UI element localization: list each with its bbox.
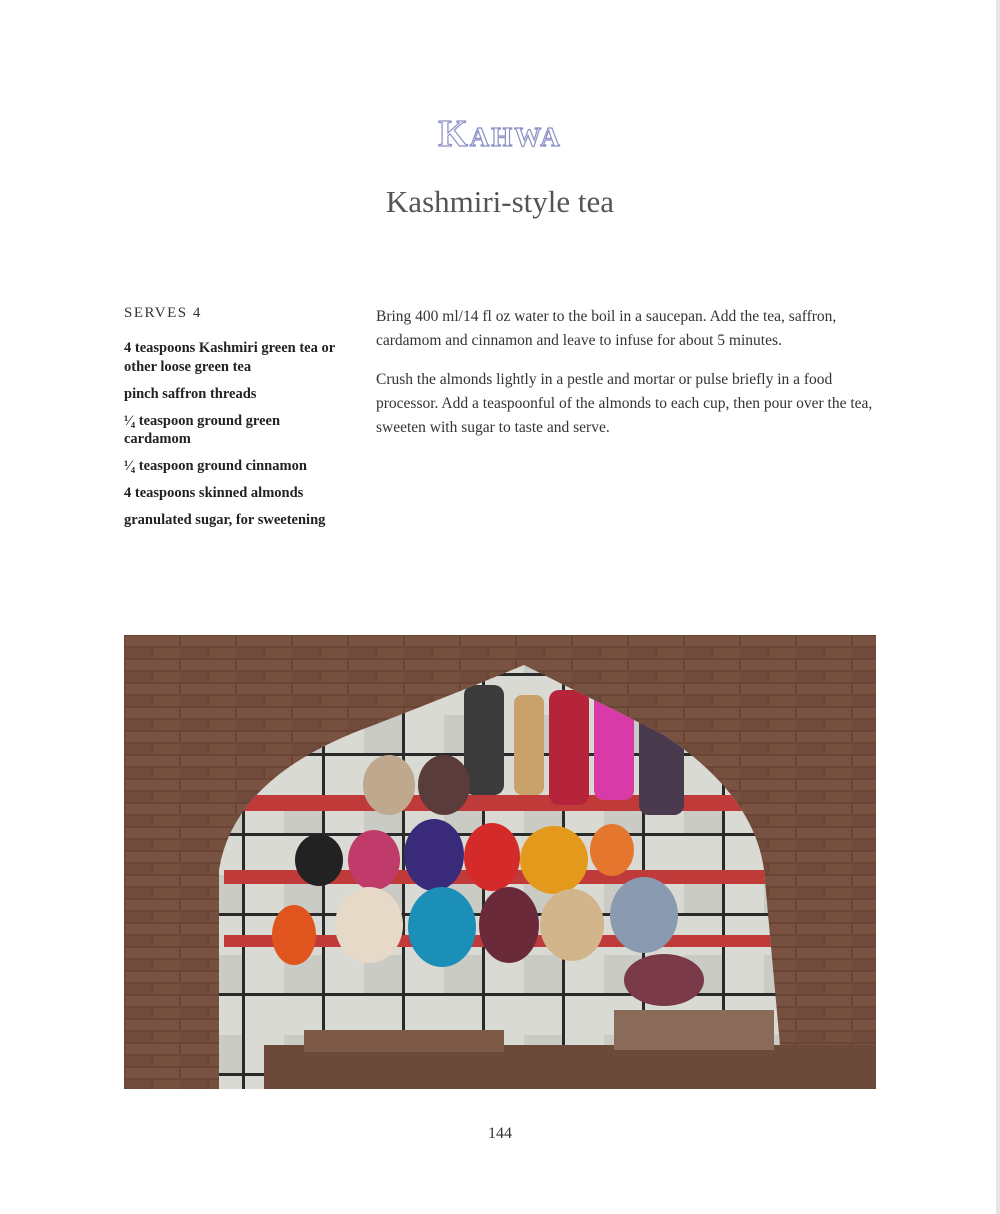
archway-photo [124,635,876,1089]
page-number: 144 [488,1125,512,1142]
recipe-title: Kahwa [438,113,562,155]
method-step: Bring 400 ml/14 fl oz water to the boil in a saucepan. Add the tea, saffron, cardamom and cinnamon and leave to infuse for about 5 minutes. [376,308,837,349]
ingredient-item: pinch saffron threads [124,385,257,402]
ingredient-item: 4 teaspoons skinned almonds [124,485,304,501]
ingredient-item: ¹⁄₄ teaspoon ground green cardamom [124,412,281,447]
recipe-subtitle: Kashmiri-style tea [385,184,615,219]
page-edge [996,0,1000,1214]
serves-label: SERVES 4 [124,305,202,321]
archway-illustration [124,635,876,1089]
method-column [376,305,876,456]
ingredient-item: 4 teaspoons Kashmiri green tea or other loose green tea [124,340,335,375]
ingredient-item: granulated sugar, for sweetening [124,512,326,528]
ingredient-list [124,339,349,530]
method-step: Crush the almonds lightly in a pestle and mortar or pulse briefly in a food processor. Add a teaspoonful of the almonds to each cup, then pour over the tea, sweeten with sugar to taste and serve. [376,371,873,436]
ingredients-column [124,305,349,538]
ingredient-item: ¹⁄₄ teaspoon ground cinnamon [124,458,307,474]
